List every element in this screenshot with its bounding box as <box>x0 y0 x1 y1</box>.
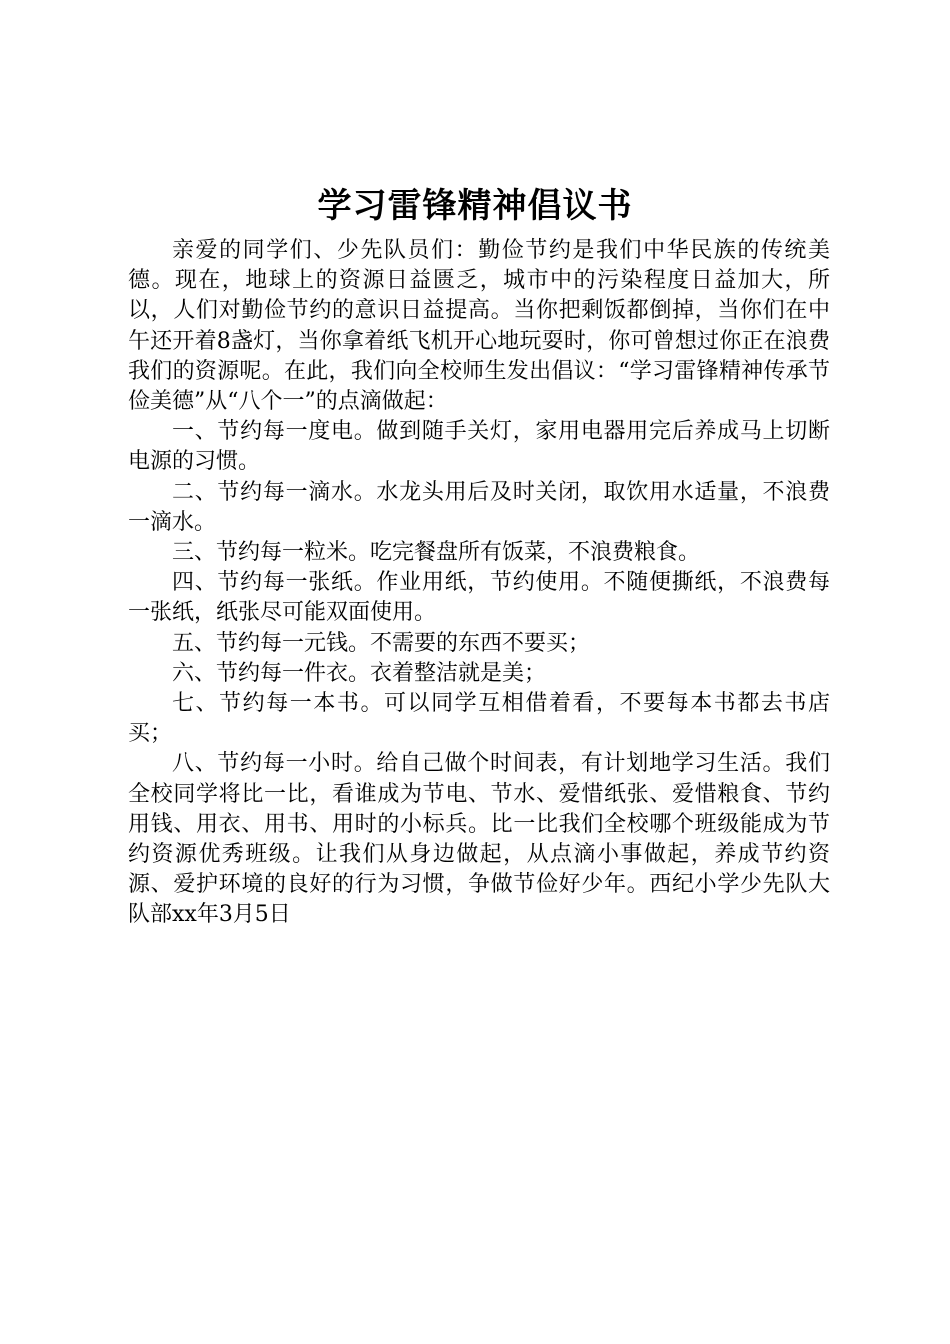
document-title: 学习雷锋精神倡议书 <box>317 186 633 226</box>
paragraph-item-4: 四、节约每一张纸。作业用纸，节约使用。不随便撕纸，不浪费每一张纸，纸张尽可能双面使用。 <box>128 570 830 626</box>
paragraph-item-8: 八、节约每一小时。给自己做个时间表，有计划地学习生活。我们全校同学将比一比，看谁成为节电、节水、爱惜纸张、爱惜粮食、节约用钱、用衣、用书、用时的小标兵。比一比我们全校哪个班级能成为节约资源优秀班级。让我们从身边做起，从点滴小事做起，养成节约资源、爱护环境的良好的行为习惯，争做节俭好少年。西纪小学少先队大队部xx年3月5日 <box>128 751 830 928</box>
paragraph-item-7: 七、节约每一本书。可以同学互相借着看，不要每本书都去书店买； <box>128 691 830 747</box>
paragraph-item-2: 二、节约每一滴水。水龙头用后及时关闭，取饮用水适量，不浪费一滴水。 <box>128 479 830 535</box>
paragraph-item-6: 六、节约每一件衣。衣着整洁就是美； <box>172 660 547 686</box>
document-body <box>128 236 830 931</box>
paragraph-item-3: 三、节约每一粒米。吃完餐盘所有饭菜，不浪费粮食。 <box>172 540 701 566</box>
paragraph-item-5: 五、节约每一元钱。不需要的东西不要买； <box>172 630 591 656</box>
paragraph-item-1: 一、节约每一度电。做到随手关灯，家用电器用完后养成马上切断电源的习惯。 <box>128 419 830 475</box>
paragraph-intro: 亲爱的同学们、少先队员们：勤俭节约是我们中华民族的传统美德。现在，地球上的资源日益匮乏，城市中的污染程度日益加大，所以，人们对勤俭节约的意识日益提高。当你把剩饭都倒掉，当你们在中午还开着8盏灯，当你拿着纸飞机开心地玩耍时，你可曾想过你正在浪费我们的资源呢。在此，我们向全校师生发出倡议：“学习雷锋精神传承节俭美德”从“八个一”的点滴做起： <box>128 238 830 415</box>
